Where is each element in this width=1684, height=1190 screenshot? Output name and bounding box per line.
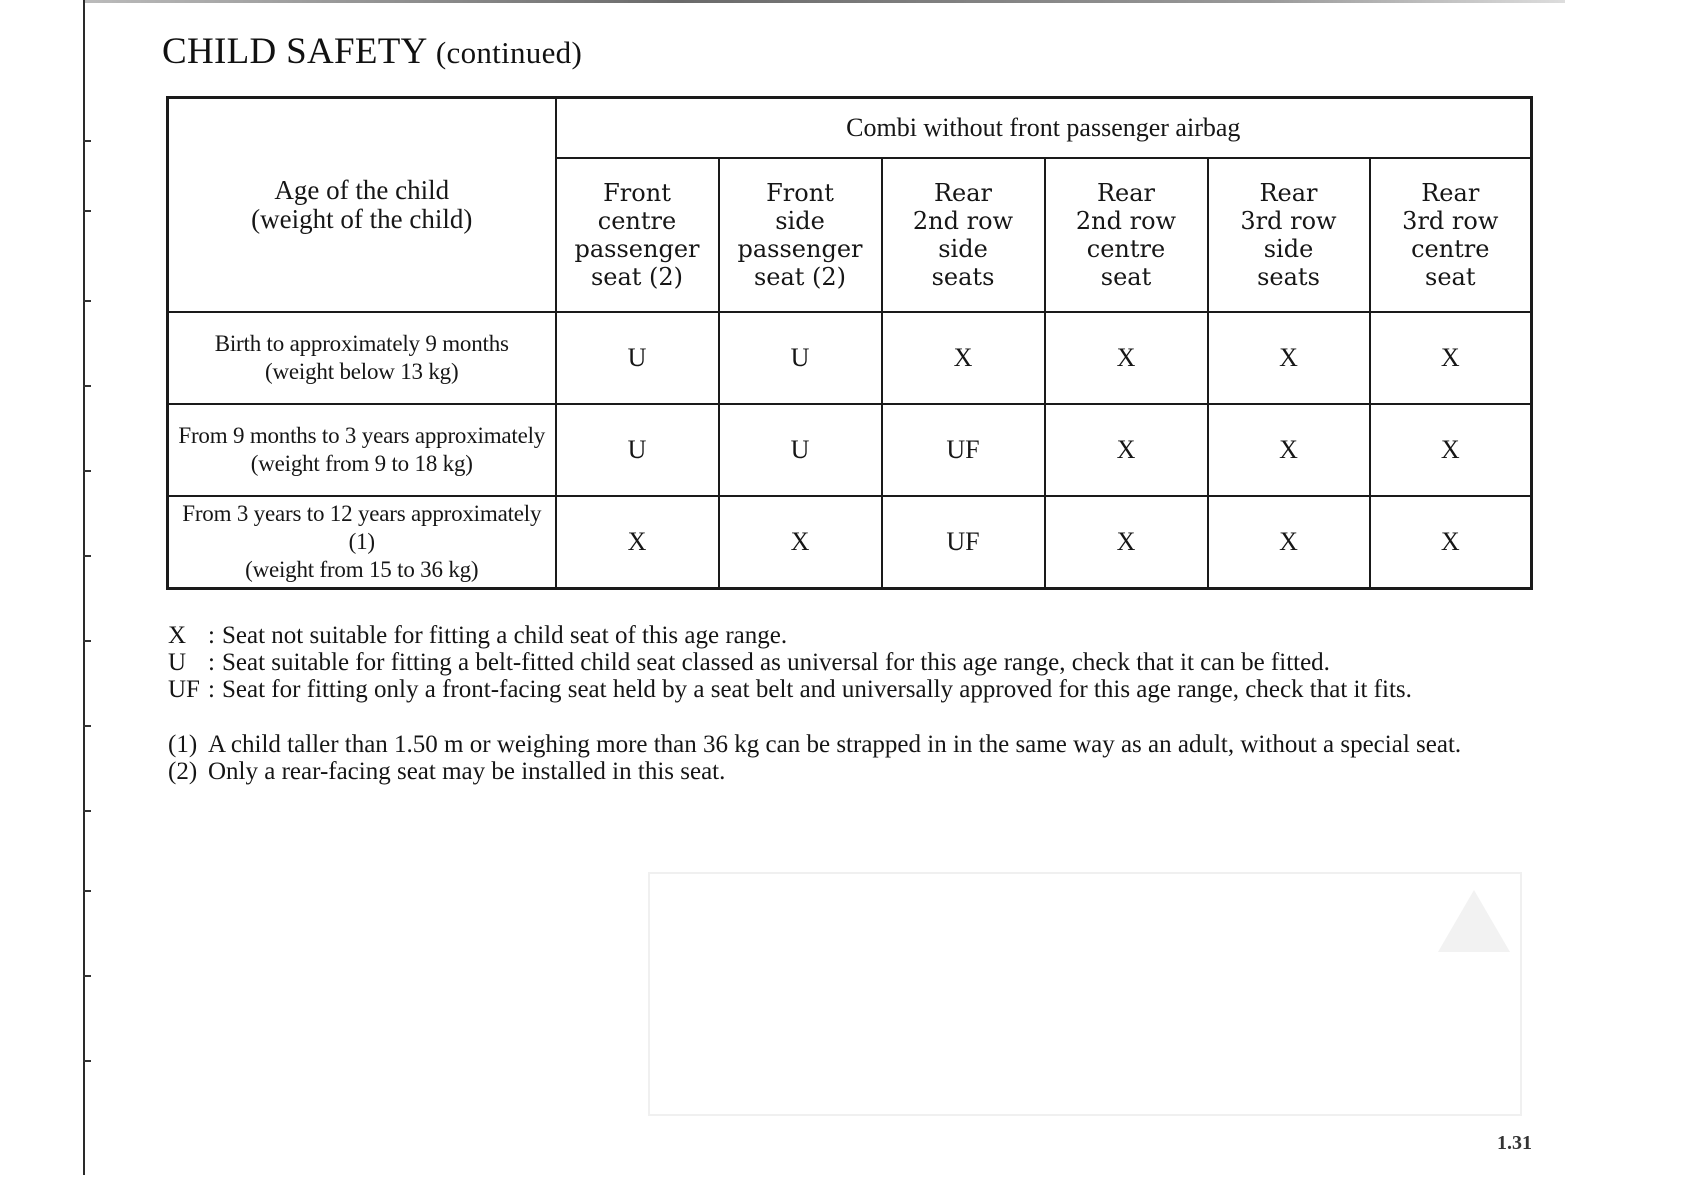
column-header-rear-3rd-row-centre [1370, 158, 1532, 312]
column-header-line: side [1263, 235, 1314, 263]
column-header-line: passenger [574, 235, 700, 263]
table-cell: X [1208, 404, 1370, 496]
legend-text: Seat suitable for fitting a belt-fitted child seat classed as universal for this age range, check that it can be fitted. [222, 649, 1330, 676]
row-header-weight: (weight below 13 kg) [265, 359, 459, 384]
edge-mark [83, 140, 91, 142]
page-title-text: CHILD SAFETY [162, 31, 427, 72]
footnotes [168, 731, 1532, 785]
footnote-2 [168, 758, 1532, 785]
legend-code: X [168, 622, 187, 649]
table-cell: X [1208, 496, 1370, 588]
column-header-line: side [775, 207, 825, 235]
page-number: 1.31 [1497, 1132, 1532, 1154]
table-cell: X [1370, 312, 1532, 404]
legend-separator: : [208, 622, 215, 649]
legend-separator: : [208, 676, 215, 703]
legend-code: UF [168, 676, 200, 703]
page-top-edge [85, 0, 1565, 3]
column-header-line: seats [1257, 263, 1320, 291]
row-header-3-to-12-years [168, 496, 556, 588]
column-header-line: seat (2) [590, 263, 684, 291]
edge-mark [83, 555, 91, 557]
edge-mark [83, 640, 91, 642]
edge-mark [83, 890, 91, 892]
bleed-through-warning-icon [1438, 890, 1510, 952]
column-header-line: 2nd row [1075, 207, 1177, 235]
table-cell: U [719, 404, 882, 496]
table-cell: X [1045, 496, 1208, 588]
column-header-line: seat (2) [753, 263, 847, 291]
legend-item-u [168, 649, 1412, 676]
table-cell: U [556, 404, 719, 496]
child-seat-compatibility-table [166, 96, 1533, 590]
row-header-age: From 3 years to 12 years approximately (1) [182, 500, 542, 554]
column-header-line: 3rd row [1402, 207, 1499, 235]
row-header-birth-to-9-months [168, 312, 556, 404]
column-header-line: 3rd row [1240, 207, 1337, 235]
table-row [168, 404, 1532, 496]
table-row [168, 312, 1532, 404]
legend-separator: : [208, 649, 215, 676]
row-header-weight: (weight from 15 to 36 kg) [245, 556, 479, 582]
page-title-suffix: (continued) [435, 35, 583, 70]
column-header-line: Rear [933, 179, 993, 207]
edge-mark [83, 385, 91, 387]
column-header-rear-2nd-row-side [882, 158, 1045, 312]
legend-item-uf [168, 676, 1412, 703]
column-header-line: passenger [737, 235, 863, 263]
table-cell: UF [882, 496, 1045, 588]
column-header-line: 2nd row [912, 207, 1014, 235]
row-header-weight: (weight from 9 to 18 kg) [250, 451, 473, 476]
column-header-rear-3rd-row-side [1208, 158, 1370, 312]
column-header-line: Rear [1421, 179, 1480, 207]
column-header-front-centre-passenger [556, 158, 719, 312]
edge-mark [83, 725, 91, 727]
row-header-age: Birth to approximately 9 months [214, 331, 509, 356]
age-weight-header [168, 98, 556, 313]
edge-mark [83, 300, 91, 302]
table-cell: X [1045, 312, 1208, 404]
table-cell: X [882, 312, 1045, 404]
legend [168, 622, 1412, 703]
table-cell: X [719, 496, 882, 588]
page-title [162, 30, 582, 73]
legend-code: U [168, 649, 187, 676]
edge-mark [83, 1060, 91, 1062]
table-cell: U [719, 312, 882, 404]
column-header-line: seat [1100, 263, 1152, 291]
column-header-rear-2nd-row-centre [1045, 158, 1208, 312]
column-header-line: Front [603, 179, 671, 207]
edge-mark [83, 210, 91, 212]
weight-header-line: (weight of the child) [251, 204, 473, 234]
vehicle-config-header: Combi without front passenger airbag [556, 98, 1532, 159]
table-row [168, 496, 1532, 588]
column-header-line: Rear [1096, 179, 1156, 207]
column-header-line: seats [931, 263, 995, 291]
row-header-age: From 9 months to 3 years approximately [178, 423, 546, 448]
footnote-text: Only a rear-facing seat may be installed in this seat. [208, 758, 726, 785]
footnote-number: (1) [168, 731, 198, 758]
legend-text: Seat not suitable for fitting a child seat of this age range. [222, 622, 788, 649]
footnote-text: A child taller than 1.50 m or weighing more than 36 kg can be strapped in in the same way as an adult, without a special seat. [208, 731, 1462, 758]
column-header-line: centre [1411, 235, 1490, 263]
table-cell: X [1370, 404, 1532, 496]
row-header-9-months-to-3-years [168, 404, 556, 496]
table-cell: X [1370, 496, 1532, 588]
legend-item-x [168, 622, 1412, 649]
edge-mark [83, 975, 91, 977]
column-header-line: seat [1425, 263, 1476, 291]
bleed-through-box [648, 872, 1522, 1116]
age-header-line: Age of the child [274, 175, 450, 205]
table-cell: X [1045, 404, 1208, 496]
edge-mark [83, 810, 91, 812]
edge-mark [83, 470, 91, 472]
column-header-line: Front [766, 179, 834, 207]
table-cell: X [1208, 312, 1370, 404]
column-header-front-side-passenger [719, 158, 882, 312]
table-cell: U [556, 312, 719, 404]
column-header-line: Rear [1259, 179, 1318, 207]
footnote-number: (2) [168, 758, 198, 785]
table-cell: UF [882, 404, 1045, 496]
table-cell: X [556, 496, 719, 588]
footnote-1 [168, 731, 1532, 758]
column-header-line: centre [1086, 235, 1166, 263]
page-binding-edge [83, 0, 85, 1175]
column-header-line: centre [597, 207, 677, 235]
legend-text: Seat for fitting only a front-facing seat held by a seat belt and universally approved for this age range, check that it fits. [222, 676, 1412, 703]
column-header-line: side [938, 235, 988, 263]
